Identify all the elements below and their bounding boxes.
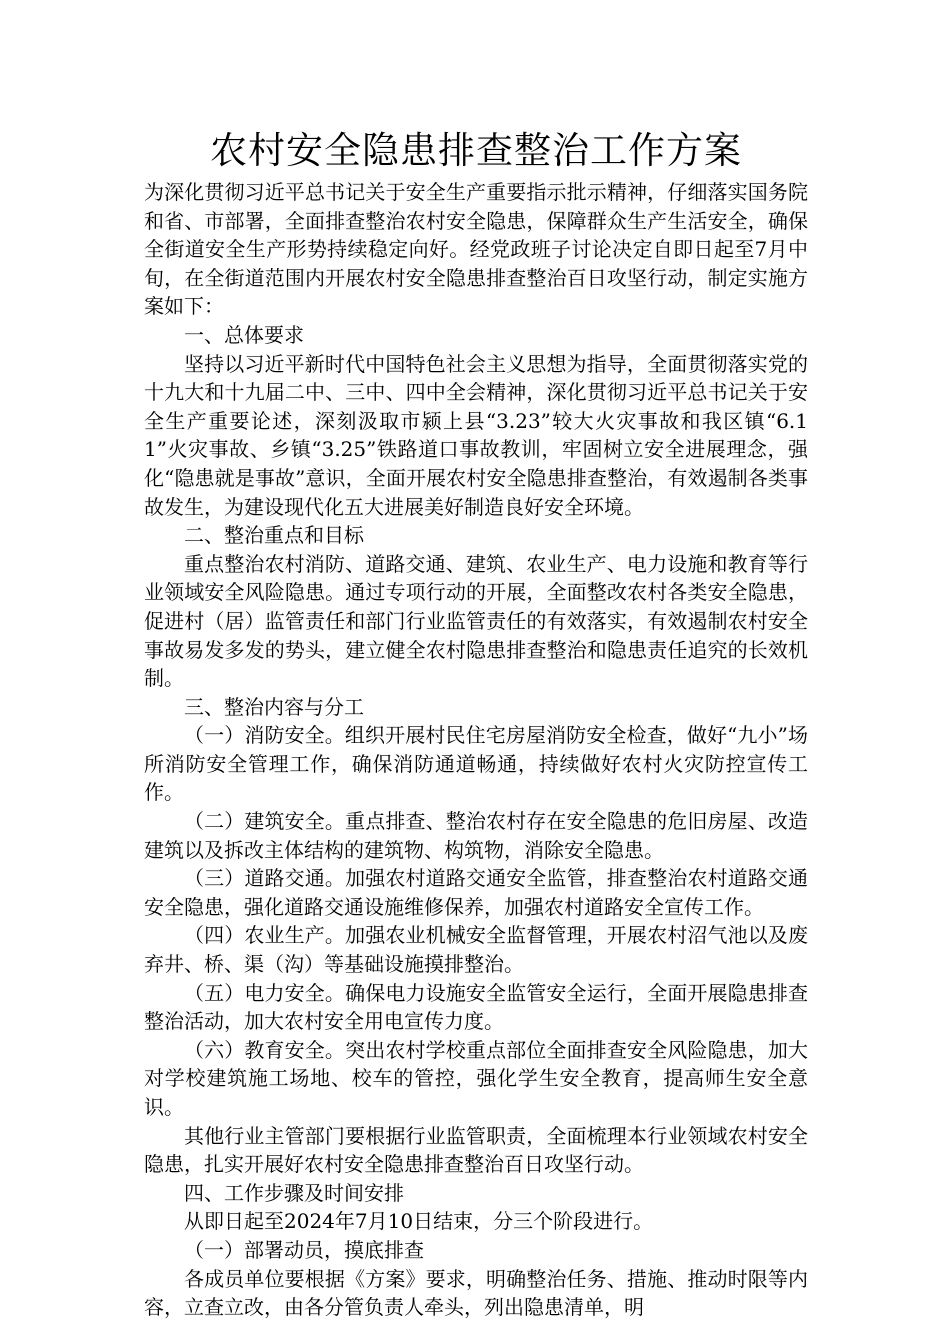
document-body [144, 178, 808, 1322]
body-paragraph: 其他行业主管部门要根据行业监管职责，全面梳理本行业领域农村安全隐患，扎实开展好农村安全隐患排查整治百日攻坚行动。 [144, 1123, 808, 1177]
body-paragraph: （五）电力安全。确保电力设施安全监管安全运行，全面开展隐患排查整治活动，加大农村安全用电宣传力度。 [144, 980, 808, 1034]
body-paragraph: （四）农业生产。加强农业机械安全监督管理，开展农村沼气池以及废弃井、桥、渠（沟）等基础设施摸排整治。 [144, 923, 808, 977]
body-paragraph: （二）建筑安全。重点排查、整治农村存在安全隐患的危旧房屋、改造建筑以及拆改主体结构的建筑物、构筑物，消除安全隐患。 [144, 809, 808, 862]
body-paragraph: 从即日起至2024年7月10日结束，分三个阶段进行。 [184, 1209, 654, 1234]
section-heading-key-targets: 二、整治重点和目标 [184, 523, 364, 548]
document-title: 农村安全隐患排查整治工作方案 [210, 129, 742, 172]
section-heading-steps-schedule: 四、工作步骤及时间安排 [184, 1180, 404, 1205]
section-heading-content-division: 三、整治内容与分工 [184, 694, 364, 719]
document-page [144, 124, 808, 1322]
body-paragraph: （六）教育安全。突出农村学校重点部位全面排查安全风险隐患，加大对学校建筑施工场地、校车的管控，强化学生安全教育，提高师生安全意识。 [144, 1037, 808, 1119]
body-paragraph: 各成员单位要根据《方案》要求，明确整治任务、措施、推动时限等内容，立查立改，由各分管负责人牵头，列出隐患清单，明 [144, 1266, 808, 1320]
section-heading-general-requirements: 一、总体要求 [184, 322, 304, 347]
intro-paragraph: 为深化贯彻习近平总书记关于安全生产重要指示批示精神，仔细落实国务院和省、市部署，全面排查整治农村安全隐患，保障群众生产生活安全，确保全街道安全生产形势持续稳定向好。经党政班子讨论决定自即日起至7月中旬，在全街道范围内开展农村安全隐患排查整治百日攻坚行动，制定实施方案如下： [144, 180, 808, 319]
body-paragraph: （三）道路交通。加强农村道路交通安全监管，排查整治农村道路交通安全隐患，强化道路交通设施维修保养，加强农村道路安全宣传工作。 [144, 866, 808, 919]
body-paragraph: 坚持以习近平新时代中国特色社会主义思想为指导，全面贯彻落实党的十九大和十九届二中、三中、四中全会精神，深化贯彻习近平总书记关于安全生产重要论述，深刻汲取市颍上县“3.23”较大火灾事故和我区镇“6.11”火灾事故、乡镇“3.25”铁路道口事故教训，牢固树立安全进展理念，强化“隐患就是事故”意识，全面开展农村安全隐患排查整治，有效遏制各类事故发生，为建设现代化五大进展美好制造良好安全环境。 [144, 351, 808, 519]
body-paragraph: （一）消防安全。组织开展村民住宅房屋消防安全检查，做好“九小”场所消防安全管理工作，确保消防通道畅通，持续做好农村火灾防控宣传工作。 [144, 723, 808, 805]
subsection-heading-mobilization: （一）部署动员，摸底排查 [184, 1237, 424, 1262]
body-paragraph: 重点整治农村消防、道路交通、建筑、农业生产、电力设施和教育等行业领域安全风险隐患。通过专项行动的开展，全面整改农村各类安全隐患，促进村（居）监管责任和部门行业监管责任的有效落实，有效遏制农村安全事故易发多发的势头，建立健全农村隐患排查整治和隐患责任追究的长效机制。 [144, 551, 808, 691]
